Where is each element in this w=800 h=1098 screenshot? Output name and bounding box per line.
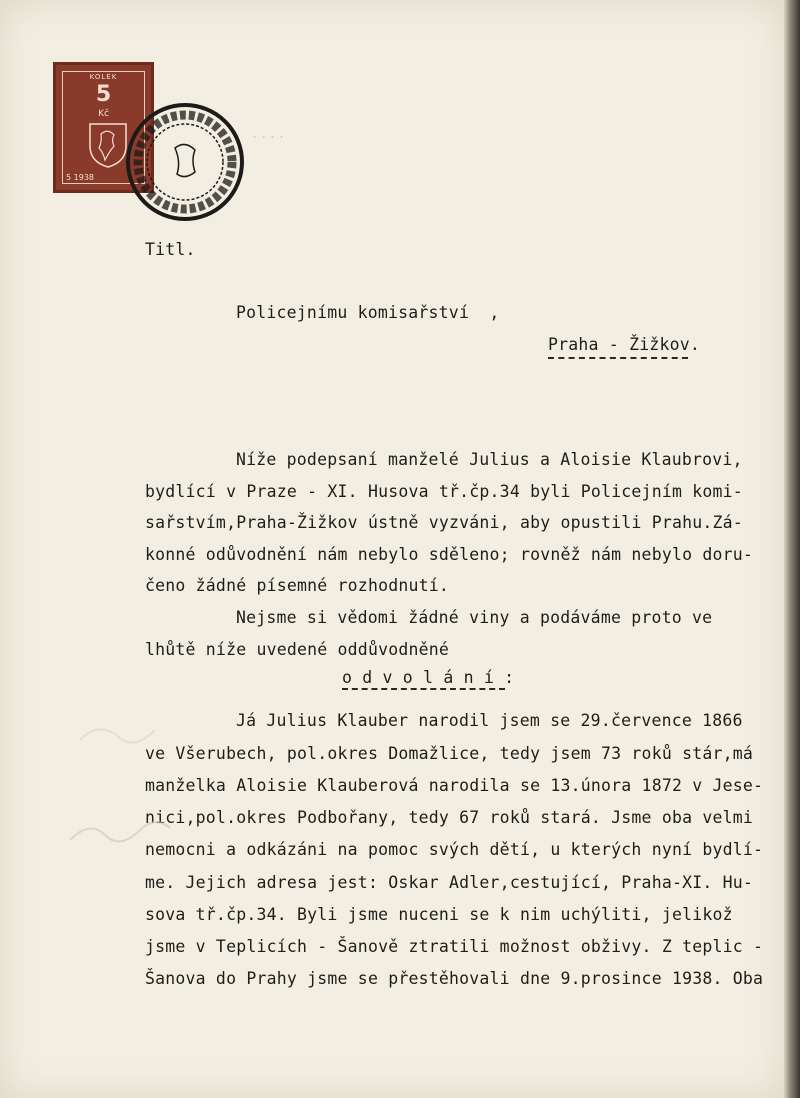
addressee-city: Praha - Žižkov. [548, 335, 701, 354]
paragraph-line: konné odůvodnění nám nebylo sděleno; rovněž nám nebylo doru- [145, 545, 754, 564]
paragraph-line: sova tř.čp.34. Byli jsme nuceni se k nim uchýliti, jelikož [145, 905, 733, 924]
paragraph-line: Já Julius Klauber narodil jsem se 29.července 1866 [236, 711, 743, 730]
paragraph-line: nici,pol.okres Podbořany, tedy 67 roků stará. Jsme oba velmi [145, 808, 754, 827]
addressee-office: Policejnímu komisařství , [236, 303, 500, 322]
paragraph-line: Nejsme si vědomi žádné viny a podáváme proto ve [236, 608, 713, 627]
paragraph-line: sařstvím,Praha-Žižkov ústně vyzváni, aby opustili Prahu.Zá- [145, 513, 743, 532]
addressee-underline [548, 357, 688, 359]
paragraph-line: jsme v Teplicích - Šanově ztratili možnost obživy. Z teplic - [145, 937, 764, 956]
stamp-footer: 5 1938 [66, 173, 94, 182]
bleed-through-text: .... [250, 124, 287, 142]
paragraph-line: lhůtě níže uvedené oddůvodněné [145, 640, 450, 659]
page-edge [784, 0, 800, 1098]
paragraph-line: čeno žádné písemné rozhodnutí. [145, 576, 450, 595]
paragraph-line: bydlící v Praze - XI. Husova tř.čp.34 byli Policejním komi- [145, 482, 743, 501]
appeal-heading-underline [342, 688, 505, 690]
police-seal [123, 100, 248, 225]
stamp-header: KOLEK [89, 73, 118, 81]
paragraph-line: ve Všerubech, pol.okres Domažlice, tedy jsem 73 roků stár,má [145, 744, 754, 763]
paragraph-line: manželka Aloisie Klauberová narodila se 13.února 1872 v Jese- [145, 776, 764, 795]
paragraph-line: me. Jejich adresa jest: Oskar Adler,cestující, Praha-XI. Hu- [145, 873, 754, 892]
appeal-heading: o d v o l á n í : [342, 668, 515, 687]
stamp-currency: Kč [98, 109, 109, 119]
paragraph-line: Šanova do Prahy jsme se přestěhovali dne 9.prosince 1938. Oba [145, 969, 764, 988]
faint-signature-mark [60, 700, 180, 860]
paragraph-line: Níže podepsaní manželé Julius a Aloisie Klaubrovi, [236, 450, 743, 469]
paragraph-line: nemocni a odkázáni na pomoc svých dětí, u kterých nyní bydlí- [145, 840, 764, 859]
stamp-value: 5 [95, 82, 112, 107]
salutation: Titl. [145, 240, 196, 259]
